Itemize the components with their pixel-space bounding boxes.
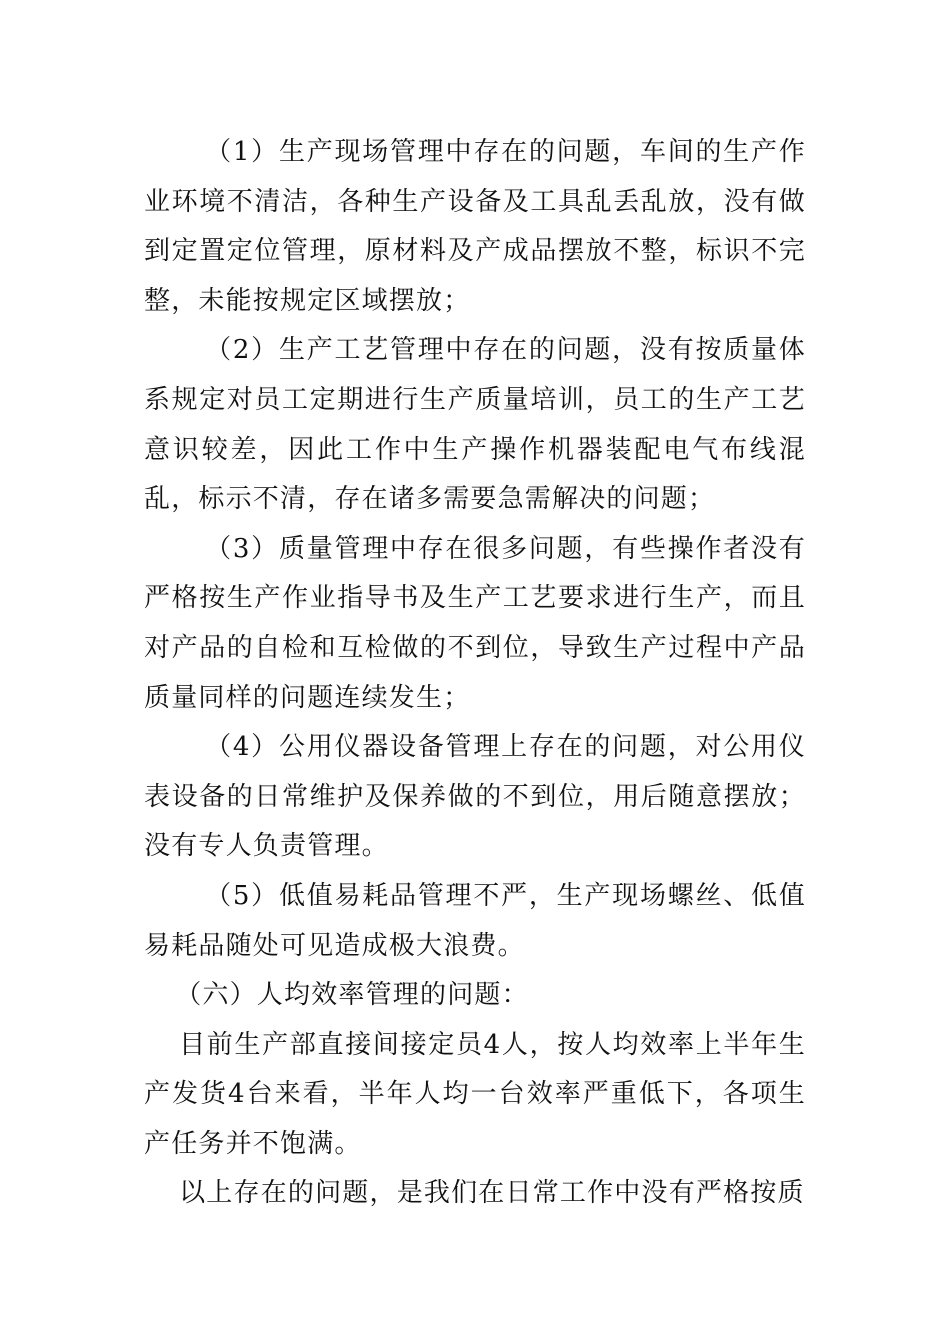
- document-body: [144, 128, 806, 1219]
- paragraph-2: （2）生产工艺管理中存在的问题，没有按质量体系规定对员工定期进行生产质量培训，员工的生产工艺意识较差，因此工作中生产操作机器装配电气布线混乱，标示不清，存在诸多需要急需解决的问题；: [144, 335, 806, 515]
- paragraph-8: 以上存在的问题，是我们在日常工作中没有严格按质: [179, 1178, 805, 1209]
- paragraph-3: （3）质量管理中存在很多问题，有些操作者没有严格按生产作业指导书及生产工艺要求进行生产，而且对产品的自检和互检做的不到位，导致生产过程中产品质量同样的问题连续发生；: [144, 533, 806, 713]
- paragraph-7: 目前生产部直接间接定员4人，按人均效率上半年生产发货4台来看，半年人均一台效率严重低下，各项生产任务并不饱满。: [144, 1029, 806, 1159]
- section-heading-6: （六）人均效率管理的问题：: [175, 980, 529, 1011]
- paragraph-1: （1）生产现场管理中存在的问题，车间的生产作业环境不清洁，各种生产设备及工具乱丢乱放，没有做到定置定位管理，原材料及产成品摆放不整，标识不完整，未能按规定区域摆放；: [144, 137, 806, 316]
- paragraph-5: （5）低值易耗品管理不严，生产现场螺丝、低值易耗品随处可见造成极大浪费。: [144, 880, 806, 961]
- paragraph-4: （4）公用仪器设备管理上存在的问题，对公用仪表设备的日常维护及保养做的不到位，用后随意摆放；没有专人负责管理。: [144, 732, 806, 862]
